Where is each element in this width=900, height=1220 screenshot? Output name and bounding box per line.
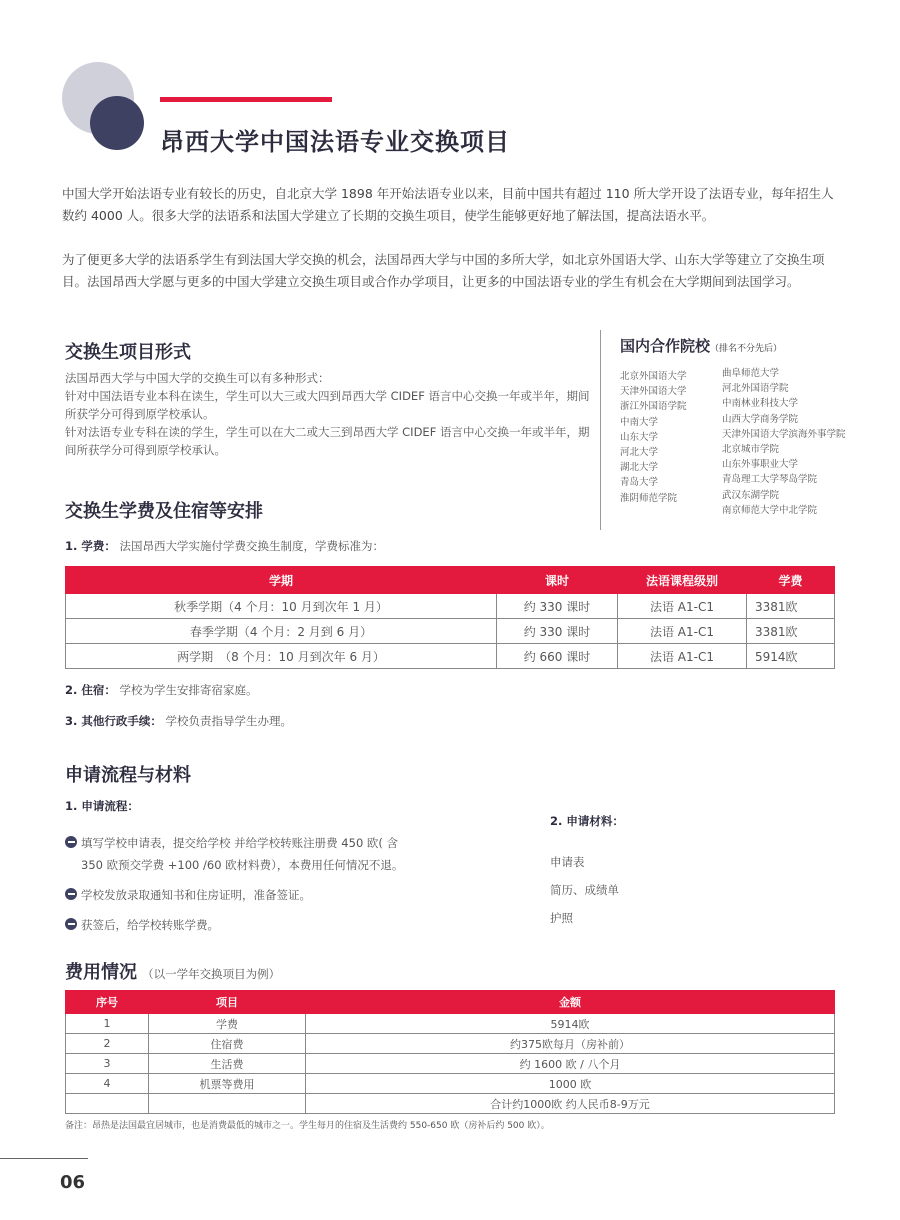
process-step bbox=[65, 914, 505, 936]
process-step-text: 学校发放录取通知书和住房证明，准备签证。 bbox=[81, 888, 311, 902]
table-cell: 2 bbox=[66, 1034, 149, 1054]
intro-paragraph-1: 中国大学开始法语专业有较长的历史，自北京大学 1898 年开始法语专业以来，目前中国共有超过 110 所大学开设了法语专业，每年招生人数约 4000 人。很多大学的法语系和法国大学建立了长期的交换生项目，使学生能够更好地了解法国，提高法语水平。 bbox=[62, 186, 834, 223]
table-header-row bbox=[66, 567, 835, 594]
table-header-row bbox=[66, 991, 835, 1014]
partner-item: 山东外事职业大学 bbox=[722, 459, 799, 471]
table-header-cell: 序号 bbox=[66, 991, 149, 1014]
table-cell: 生活费 bbox=[149, 1054, 306, 1074]
table-row bbox=[66, 1074, 835, 1094]
arrow-bullet-icon bbox=[65, 918, 77, 930]
materials-item: 护照 bbox=[550, 911, 573, 925]
table-cell: 法语 A1-C1 bbox=[618, 644, 747, 669]
table-cell: 机票等费用 bbox=[149, 1074, 306, 1094]
tuition-table bbox=[65, 566, 835, 669]
materials-label: 2. 申请材料： bbox=[550, 814, 624, 828]
tuition-text: 法国昂西大学实施付学费交换生制度，学费标准为： bbox=[119, 539, 385, 553]
partner-item: 中南大学 bbox=[620, 416, 659, 428]
table-header-cell: 学期 bbox=[66, 567, 497, 594]
table-cell: 约 1600 欧 / 八个月 bbox=[306, 1054, 835, 1074]
partner-item: 南京师范大学中北学院 bbox=[722, 504, 818, 516]
admin-text: 学校负责指导学生办理。 bbox=[165, 714, 293, 728]
housing-label: 2. 住宿： bbox=[65, 683, 116, 697]
table-row bbox=[66, 1094, 835, 1114]
partner-item: 青岛大学 bbox=[620, 477, 659, 489]
forms-line: 针对中国法语专业本科在读生，学生可以大三或大四到昂西大学 CIDEF 语言中心交换一年或半年，期间所获学分可得到原学校承认。 bbox=[65, 389, 590, 421]
process-step-continued: 350 欧预交学费 +100 /60 欧材料费），本费用任何情况不退。 bbox=[81, 858, 404, 872]
table-cell: 学费 bbox=[149, 1014, 306, 1034]
partner-list-col2 bbox=[722, 366, 846, 518]
materials-item: 申请表 bbox=[550, 855, 585, 869]
partner-item: 河北外国语学院 bbox=[722, 383, 789, 395]
arrow-bullet-icon bbox=[65, 836, 77, 848]
table-cell: 合计约1000欧 约人民币8-9万元 bbox=[306, 1094, 835, 1114]
partner-item: 天津外国语大学滨海外事学院 bbox=[722, 428, 846, 440]
decorative-circle-dark bbox=[90, 96, 144, 150]
table-cell: 秋季学期（4 个月：10 月到次年 1 月） bbox=[66, 594, 497, 619]
table-cell: 5914欧 bbox=[306, 1014, 835, 1034]
apply-heading: 申请流程与材料 bbox=[65, 765, 191, 786]
partner-item: 北京城市学院 bbox=[722, 444, 780, 456]
table-row bbox=[66, 1054, 835, 1074]
partner-item: 天津外国语大学 bbox=[620, 386, 687, 398]
process-step-text: 获签后，给学校转账学费。 bbox=[81, 918, 219, 932]
intro-paragraph-2: 为了便更多大学的法语系学生有到法国大学交换的机会，法国昂西大学与中国的多所大学，如北京外国语大学、山东大学等建立了交换生项目。法国昂西大学愿与更多的中国大学建立交换生项目或合作办学项目，让更多的中国法语专业的学生有机会在大学期间到法国学习。 bbox=[62, 252, 825, 289]
partner-item: 山东大学 bbox=[620, 431, 659, 443]
table-cell: 1 bbox=[66, 1014, 149, 1034]
table-cell: 约 330 课时 bbox=[497, 619, 618, 644]
table-header-cell: 金额 bbox=[306, 991, 835, 1014]
partner-item: 青岛理工大学琴岛学院 bbox=[722, 474, 818, 486]
process-step-text: 填写学校申请表，提交给学校 并给学校转账注册费 450 欧( 含 bbox=[81, 836, 399, 850]
partner-note: （排名不分先后） bbox=[710, 344, 783, 354]
partner-item: 北京外国语大学 bbox=[620, 371, 687, 382]
table-cell: 约 660 课时 bbox=[497, 644, 618, 669]
table-cell: 两学期 （8 个月：10 月到次年 6 月） bbox=[66, 644, 497, 669]
partner-item: 湖北大学 bbox=[620, 462, 659, 474]
process-steps bbox=[65, 832, 505, 936]
table-cell: 3381欧 bbox=[747, 594, 835, 619]
forms-line: 法国昂西大学与中国大学的交换生可以有多种形式： bbox=[65, 371, 330, 385]
partner-heading-text: 国内合作院校 bbox=[620, 337, 711, 355]
tuition-label: 1. 学费： bbox=[65, 539, 116, 553]
table-row bbox=[66, 1014, 835, 1034]
costs-heading-line bbox=[65, 958, 280, 984]
materials-list bbox=[550, 848, 619, 932]
partner-item: 武汉东湖学院 bbox=[722, 489, 780, 501]
process-label: 1. 申请流程： bbox=[65, 799, 139, 813]
table-cell: 春季学期（4 个月：2 月到 6 月） bbox=[66, 619, 497, 644]
partner-item: 中南林业科技大学 bbox=[722, 398, 799, 410]
table-cell: 法语 A1-C1 bbox=[618, 619, 747, 644]
forms-line: 针对法语专业专科在读的学生，学生可以在大二或大三到昂西大学 CIDEF 语言中心交换一年或半年，期间所获学分可得到原学校承认。 bbox=[65, 425, 590, 457]
process-step bbox=[65, 884, 505, 906]
housing-line bbox=[65, 681, 258, 699]
partner-heading bbox=[620, 335, 782, 356]
table-cell: 3 bbox=[66, 1054, 149, 1074]
table-cell: 法语 A1-C1 bbox=[618, 594, 747, 619]
admin-line bbox=[65, 712, 292, 730]
footer-divider bbox=[0, 1158, 88, 1159]
table-row bbox=[66, 1034, 835, 1054]
table-cell: 约 330 课时 bbox=[497, 594, 618, 619]
admin-label: 3. 其他行政手续： bbox=[65, 714, 162, 728]
table-cell: 约375欧每月（房补前） bbox=[306, 1034, 835, 1054]
table-row bbox=[66, 594, 835, 619]
page-number: 06 bbox=[60, 1172, 86, 1193]
partner-list-col1 bbox=[620, 369, 687, 506]
table-header-cell: 课时 bbox=[497, 567, 618, 594]
materials-item: 简历、成绩单 bbox=[550, 883, 619, 897]
table-cell: 1000 欧 bbox=[306, 1074, 835, 1094]
table-cell: 4 bbox=[66, 1074, 149, 1094]
table-cell bbox=[66, 1094, 149, 1114]
arrow-bullet-icon bbox=[65, 888, 77, 900]
partner-item: 淮阴师范学院 bbox=[620, 492, 678, 504]
partner-item: 浙江外国语学院 bbox=[620, 401, 687, 413]
housing-text: 学校为学生安排寄宿家庭。 bbox=[119, 683, 258, 697]
costs-footnote: 备注：昂热是法国最宜居城市，也是消费最低的城市之一。学生每月的住宿及生活费约 550-650 欧（房补后约 500 欧）。 bbox=[65, 1121, 550, 1131]
table-cell: 3381欧 bbox=[747, 619, 835, 644]
process-step bbox=[65, 832, 505, 854]
costs-table bbox=[65, 990, 835, 1114]
tuition-line bbox=[65, 537, 384, 555]
table-header-cell: 项目 bbox=[149, 991, 306, 1014]
page-title: 昂西大学中国法语专业交换项目 bbox=[160, 128, 510, 156]
partner-item: 河北大学 bbox=[620, 447, 659, 459]
fees-heading: 交换生学费及住宿等安排 bbox=[65, 501, 263, 522]
forms-text bbox=[65, 369, 595, 459]
table-row bbox=[66, 619, 835, 644]
costs-subheading: （以一学年交换项目为例） bbox=[142, 967, 281, 981]
table-header-cell: 法语课程级别 bbox=[618, 567, 747, 594]
partner-item: 曲阜师范大学 bbox=[722, 368, 780, 379]
forms-heading: 交换生项目形式 bbox=[65, 342, 191, 363]
partner-item: 山西大学商务学院 bbox=[722, 413, 799, 425]
table-row bbox=[66, 644, 835, 669]
table-cell bbox=[149, 1094, 306, 1114]
table-header-cell: 学费 bbox=[747, 567, 835, 594]
costs-heading: 费用情况 bbox=[65, 962, 137, 983]
table-cell: 5914欧 bbox=[747, 644, 835, 669]
title-accent-bar bbox=[160, 97, 332, 102]
table-cell: 住宿费 bbox=[149, 1034, 306, 1054]
